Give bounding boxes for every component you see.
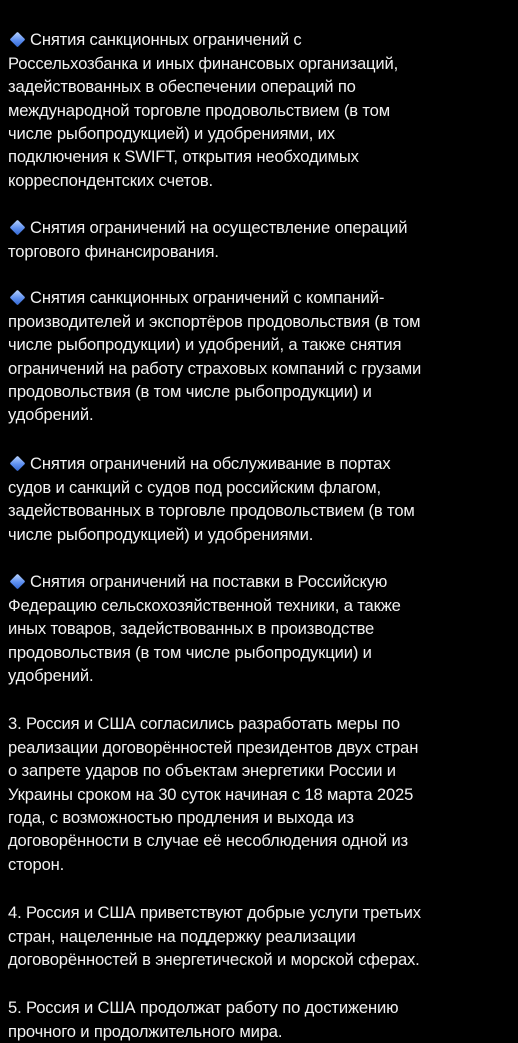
list-item-text: Снятия ограничений на обслуживание в портах судов и санкций с судов под российским флагом, задействованных в торговле продовольствием (в том числе рыбопродукцией) и удобрениями. (8, 454, 415, 544)
numbered-paragraph (8, 689, 514, 876)
blue-diamond-icon (10, 290, 26, 306)
numbered-paragraph (8, 878, 514, 972)
list-item (8, 193, 514, 263)
list-item (8, 5, 514, 192)
list-item-text: Снятия санкционных ограничений с Россельхозбанка и иных финансовых организаций, задействованных в обеспечении операций по международной торговле продовольствием (в том числе рыбопродукцией) и удобрениями, их подключения к SWIFT, открытия необходимых корреспондентских счетов. (8, 30, 399, 190)
list-item (8, 547, 514, 687)
paragraph-text: 4. Россия и США приветствуют добрые услуги третьих стран, нацеленные на поддержку реализации договорённостей в энергетической и морской сферах. (8, 903, 421, 970)
list-item (8, 429, 514, 546)
blue-diamond-icon (10, 456, 26, 472)
list-item-text: Снятия санкционных ограничений с компаний- производителей и экспортёров продовольствия (в том числе рыбопродукции) и удобрений, а также снятия ограничений на работу страховых компаний с грузами продовольствия (в том числе рыбопродукции) и удобрений. (8, 288, 422, 425)
list-item-text: Снятия ограничений на осуществление операций торгового финансирования. (8, 218, 408, 261)
numbered-paragraph (8, 973, 514, 1043)
paragraph-text: 3. Россия и США согласились разработать меры по реализации договорённостей президентов двух стран о запрете ударов по объектам энергетики России и Украины сроком на 30 суток начиная с 18 марта 2025 года, с возможностью продления и выхода из договорённости в случае её несоблюдения одной из сторон. (8, 714, 419, 874)
blue-diamond-icon (10, 574, 26, 590)
blue-diamond-icon (10, 220, 26, 236)
blue-diamond-icon (10, 32, 26, 48)
list-item-text: Снятия ограничений на поставки в Российскую Федерацию сельскохозяйственной техники, а также иных товаров, задействованных в производстве продовольствия (в том числе рыбопродукции) и удобрений. (8, 572, 401, 686)
list-item (8, 263, 514, 427)
paragraph-text: 5. Россия и США продолжат работу по достижению прочного и продолжительного мира. (8, 998, 399, 1041)
